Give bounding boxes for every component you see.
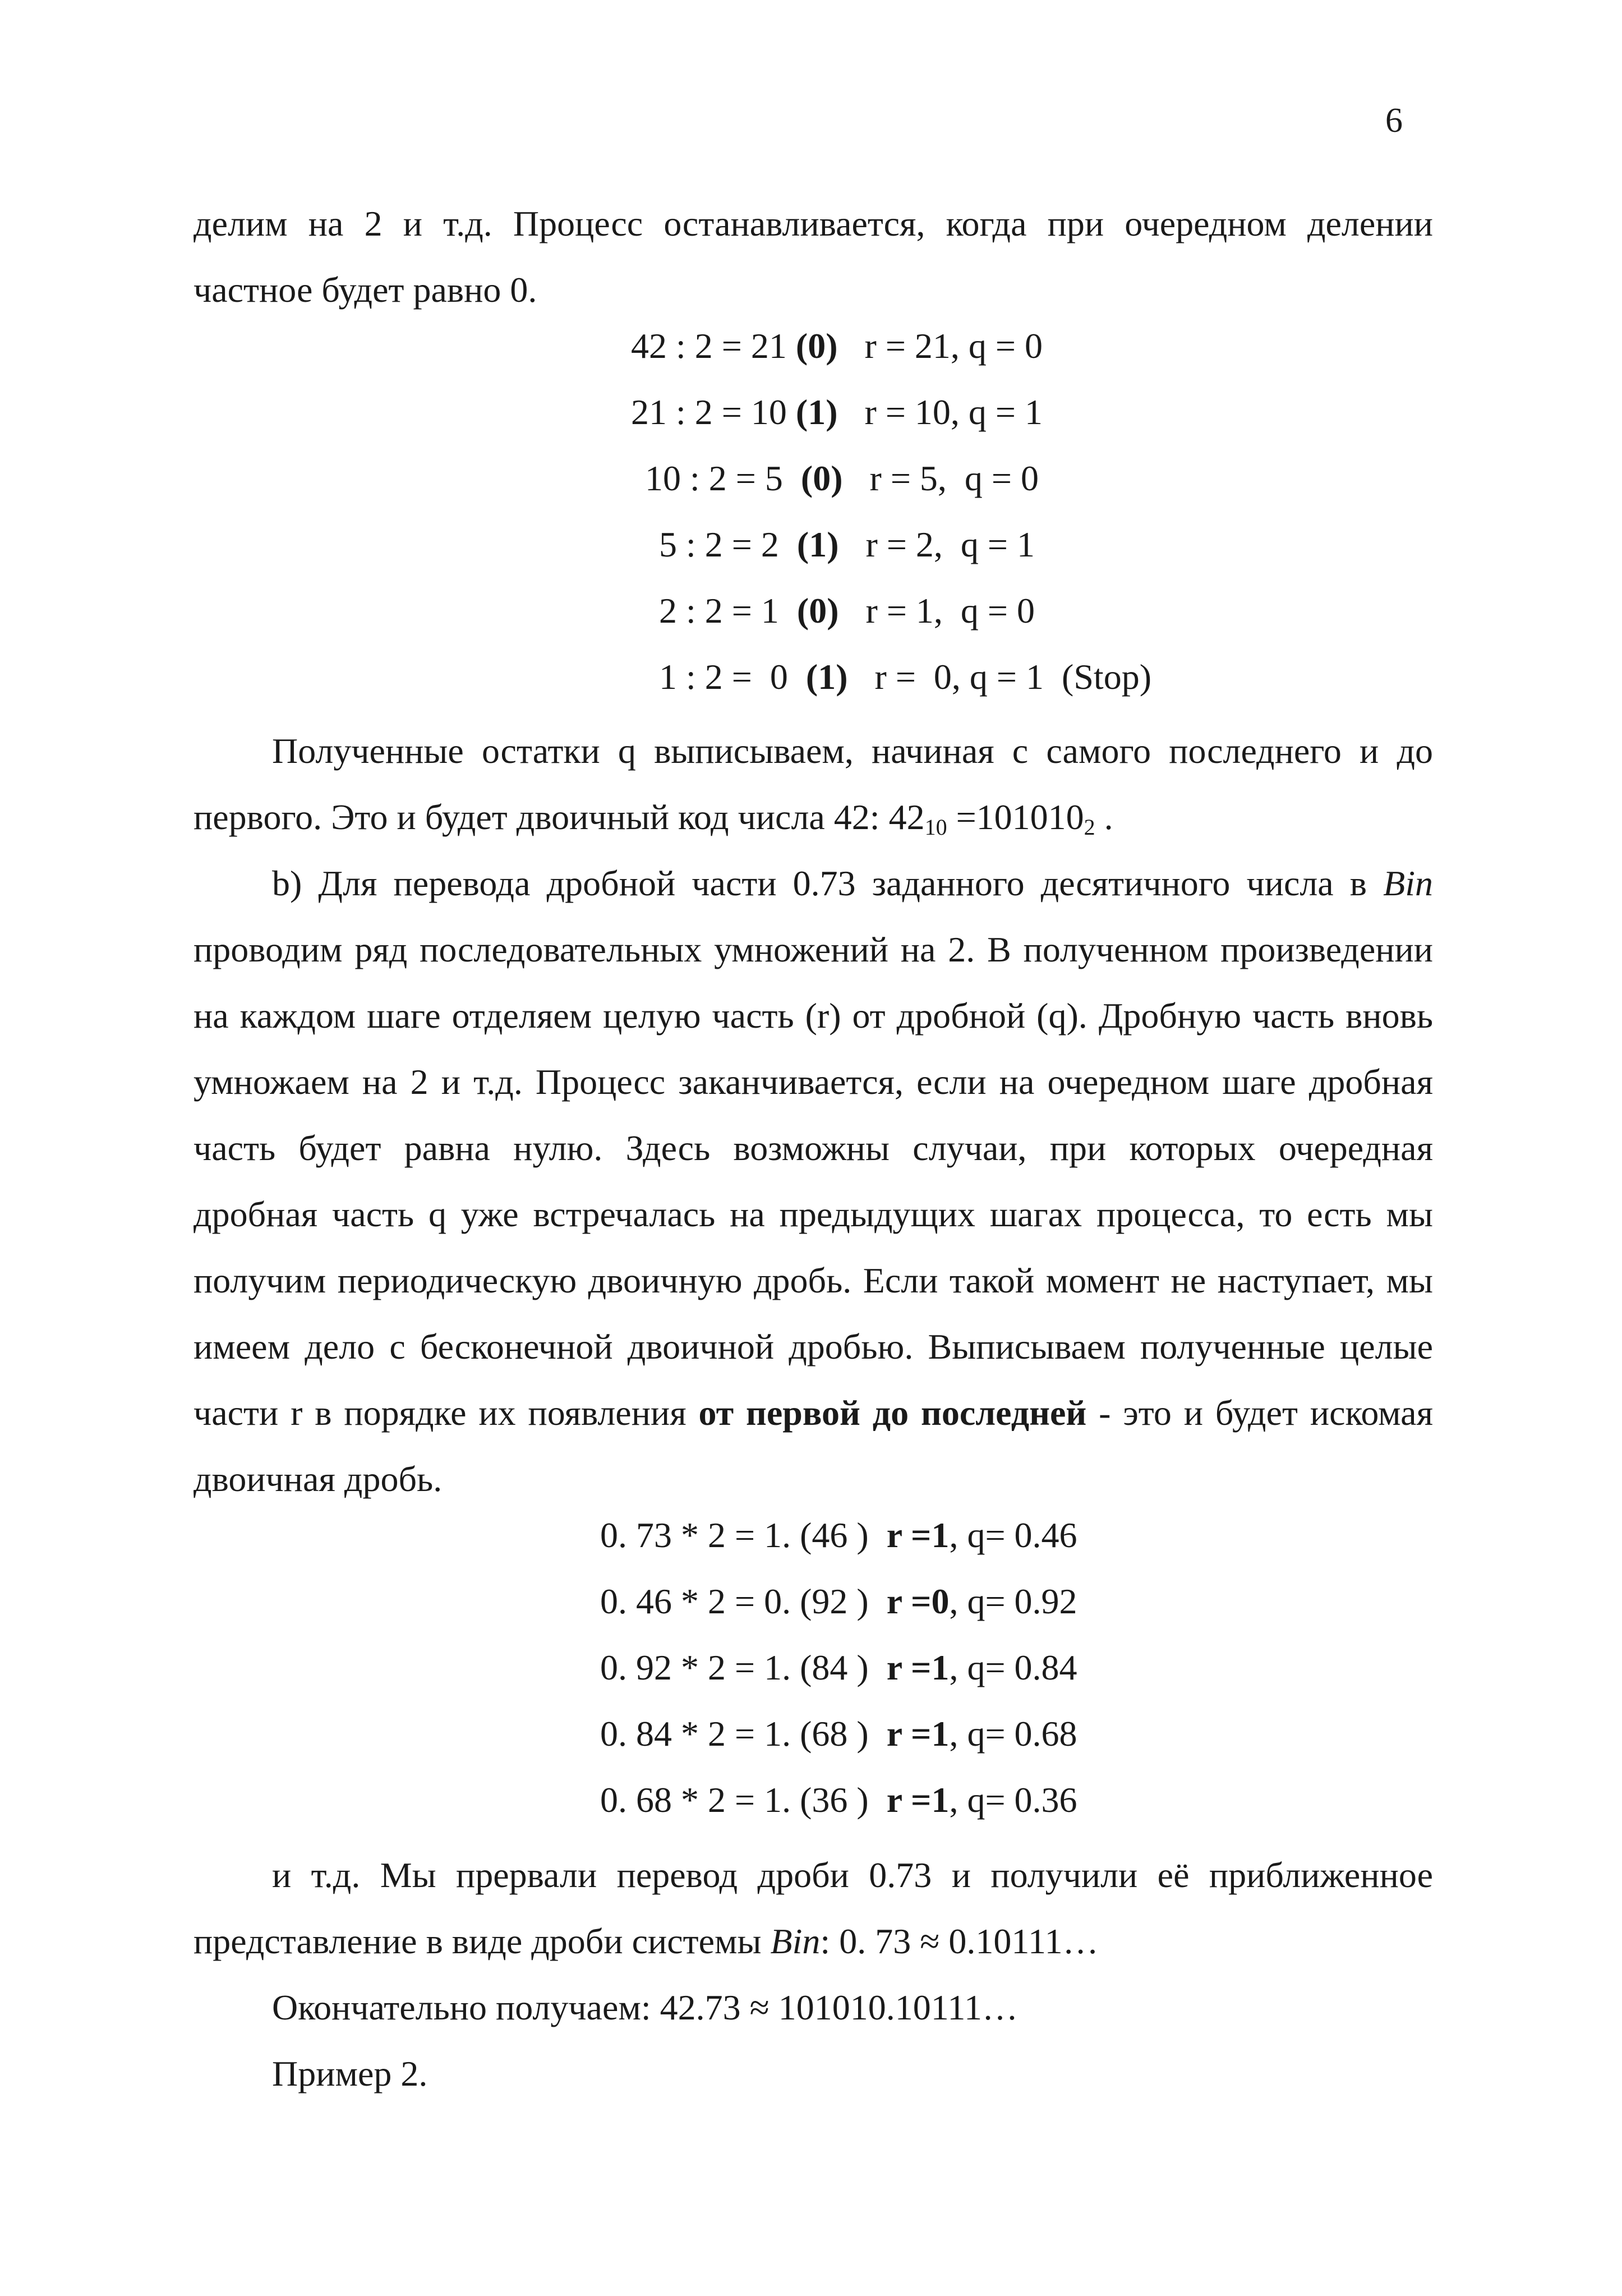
division-expr: 5 : 2 = 2 <box>659 524 779 564</box>
page-number: 6 <box>1385 102 1403 140</box>
division-remainder: (1) <box>796 524 839 564</box>
division-row <box>645 458 1039 499</box>
multiplication-expr: 0. 73 * 2 = 1. (46 ) <box>600 1515 869 1555</box>
integer-part: r =0 <box>886 1581 950 1621</box>
multiplication-expr: 0. 92 * 2 = 1. (84 ) <box>600 1648 869 1687</box>
division-row <box>659 656 1151 698</box>
division-row <box>659 524 1035 565</box>
paragraph-2: Полученные остатки q выписываем, начиная с самого последнего и до первого. Это и будет двоичный код числа 42: $42_{10} =101010_2$ . <box>193 731 1433 840</box>
division-expr: 1 : 2 = 0 <box>659 657 788 697</box>
multiplication-expr: 0. 68 * 2 = 1. (36 ) <box>600 1780 869 1820</box>
paragraph-3: b) Для перевода дробной части 0.73 заданного десятичного числа в Bin проводим ряд последовательных умножений на 2. В полученном произведении на каждом шаге отделяем целую часть (r) от дробной (q). Дробную часть вновь умножаем на 2 и т.д. Процесс заканчивается, если на очередном шаге дробная часть будет равна нулю. Здесь возможны случаи, при которых очередная дробная часть q уже встречалась на предыдущих шагах процесса, то есть мы получим периодическую двоичную дробь. Если такой момент не наступает, мы имеем дело с бесконечной двоичной дробью. Выписываем полученные целые части r в порядке их появления от первой до последней - это и будет искомая двоичная дробь. <box>193 863 1434 1499</box>
final-result: Окончательно получаем: 42.73 ≈ 101010.10111… <box>272 1987 1018 2027</box>
fraction-part: , q= 0.46 <box>949 1515 1077 1555</box>
division-values: r = 21, q = 0 <box>864 326 1043 366</box>
paragraph-4: и т.д. Мы прервали перевод дроби 0.73 и получили её приближенное представление в виде дроби системы Bin: 0. 73 ≈ 0.10111… <box>193 1855 1433 1961</box>
multiplication-row <box>600 1713 1077 1755</box>
division-expr: 21 : 2 = 10 <box>631 392 787 432</box>
division-expr: 10 : 2 = 5 <box>645 458 783 498</box>
division-values: r = 1, q = 0 <box>865 591 1035 631</box>
division-remainder: (1) <box>795 392 838 432</box>
multiplication-expr: 0. 84 * 2 = 1. (68 ) <box>600 1714 869 1754</box>
multiplication-row <box>600 1647 1077 1688</box>
example-heading: Пример 2. <box>272 2054 428 2093</box>
division-values: r = 10, q = 1 <box>864 392 1043 432</box>
division-values: r = 5, q = 0 <box>869 458 1039 498</box>
integer-part: r =1 <box>886 1780 950 1820</box>
division-remainder: (0) <box>795 326 838 366</box>
fraction-part: , q= 0.84 <box>949 1648 1077 1687</box>
integer-part: r =1 <box>886 1515 950 1555</box>
division-remainder: (1) <box>805 657 848 697</box>
division-values: r = 0, q = 1 (Stop) <box>874 657 1151 697</box>
multiplication-expr: 0. 46 * 2 = 0. (92 ) <box>600 1581 869 1621</box>
fraction-part: , q= 0.36 <box>949 1780 1077 1820</box>
fraction-part: , q= 0.92 <box>949 1581 1077 1621</box>
division-expr: 42 : 2 = 21 <box>631 326 787 366</box>
division-values: r = 2, q = 1 <box>865 524 1035 564</box>
integer-part: r =1 <box>886 1648 950 1687</box>
paragraph-1: делим на 2 и т.д. Процесс останавливается, когда при очередном делении частное будет равно 0. <box>193 204 1433 310</box>
division-row <box>631 325 1043 367</box>
fraction-part: , q= 0.68 <box>949 1714 1077 1754</box>
division-row <box>659 590 1035 632</box>
division-remainder: (0) <box>796 591 839 631</box>
division-remainder: (0) <box>800 458 843 498</box>
division-expr: 2 : 2 = 1 <box>659 591 779 631</box>
division-row <box>631 392 1043 433</box>
multiplication-row <box>600 1779 1077 1821</box>
multiplication-row <box>600 1581 1077 1622</box>
multiplication-row <box>600 1515 1077 1556</box>
integer-part: r =1 <box>886 1714 950 1754</box>
